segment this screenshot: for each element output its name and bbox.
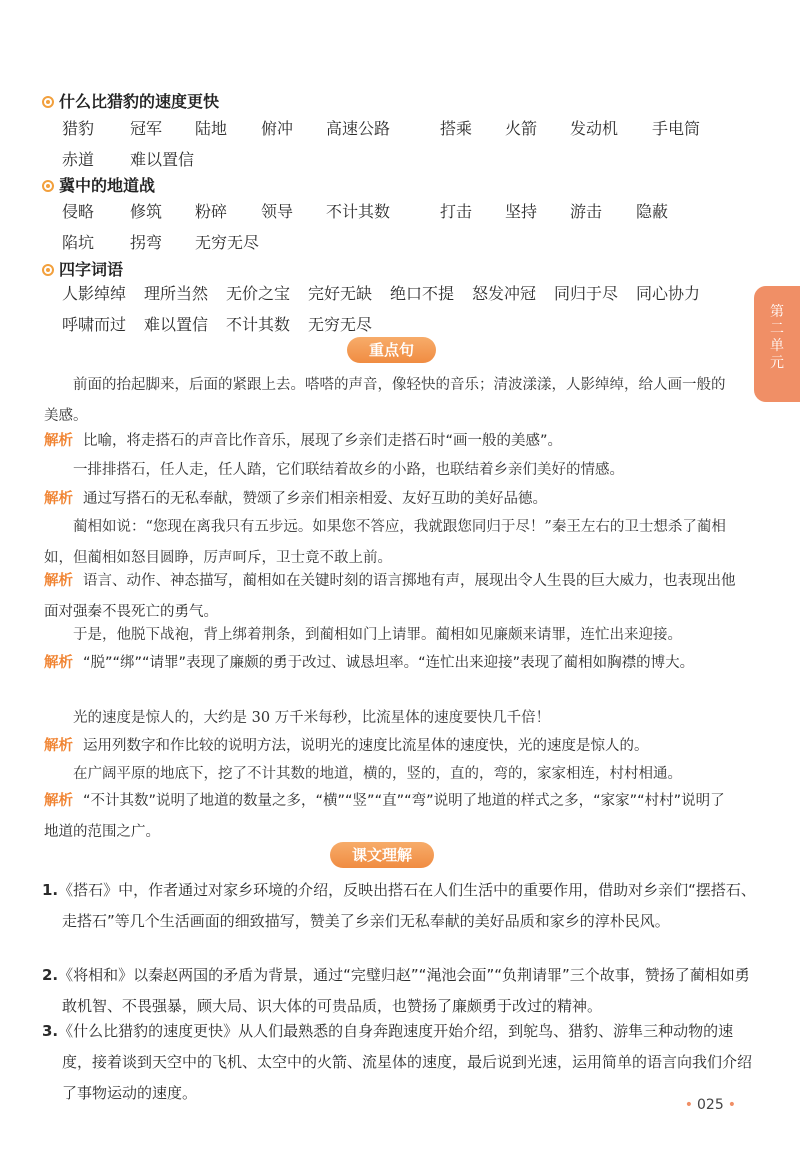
key-sentence: 在广阔平原的地底下，挖了不计其数的地道，横的，竖的，直的，弯的，家家相连，村村相通。 [73,766,682,782]
key-sentences-heading: 重点句 [347,337,436,363]
word: 手电筒 [652,119,701,138]
word: 发动机 [570,119,619,138]
analysis-tag: 解析 [44,433,73,449]
item-number: 2. [42,966,59,984]
key-sentence: 于是，他脱下战袍，背上绑着荆条，到蔺相如门上请罪。蔺相如见廉颇来请罪，连忙出来迎接。 [73,627,682,643]
item-text: 《将相和》以秦赵两国的矛盾为背景，通过“完璧归赵”“渑池会面”“负荆请罪”三个故事，赞扬了蔺相如勇敢机智、不畏强暴，顾大局、识大体的可贵品质，也赞扬了廉颇勇于改过的精神。 [58,966,750,1015]
word: 打击 [440,202,473,221]
analysis-text: 比喻，将走搭石的声音比作音乐，展现了乡亲们走搭石时“画一般的美感”。 [83,433,563,449]
circle-bullet-icon [42,264,54,276]
word: 领导 [261,202,294,221]
word: 火箭 [505,119,538,138]
analysis-block [44,426,736,457]
analysis-text: “不计其数”说明了地道的数量之多，“横”“竖”“直”“弯”说明了地道的样式之多，“家家”“村村”说明了地道的范围之广。 [44,793,725,840]
dot-icon: • [684,1097,693,1113]
word: 猎豹 [62,119,95,138]
key-sentence: 蔺相如说：“您现在离我只有五步远。如果您不答应，我就跟您同归于尽！”秦王左右的卫士想杀了蔺相如，但蔺相如怒目圆睁，厉声呵斥，卫士竟不敢上前。 [44,519,726,566]
analysis-block [44,786,736,848]
analysis-tag: 解析 [44,738,73,754]
key-sentence: 光的速度是惊人的，大约是 30 万千米每秒，比流星体的速度要快几千倍！ [73,710,551,726]
comprehension-heading: 课文理解 [330,842,434,868]
section-title-tunnel-war [42,174,155,198]
item-number: 3. [42,1022,59,1040]
word-list-cheetah [62,116,752,176]
word: 同归于尽 [554,284,619,303]
analysis-tag: 解析 [44,793,73,809]
analysis-text: 语言、动作、神态描写，蔺相如在关键时刻的语言掷地有声，展现出令人生畏的巨大威力，也表现出他面对强秦不畏死亡的勇气。 [44,573,736,620]
word: 高速公路 [326,119,391,138]
word: 冠军 [130,119,163,138]
section-title-text: 冀中的地道战 [59,176,156,195]
word: 陆地 [195,119,228,138]
word: 粉碎 [195,202,228,221]
analysis-text: 通过写搭石的无私奉献，赞颂了乡亲们相亲相爱、友好互助的美好品德。 [83,491,547,507]
word-list-tunnel-war [62,199,752,259]
word: 怒发冲冠 [472,284,537,303]
analysis-tag: 解析 [44,573,73,589]
comprehension-item [42,1016,758,1109]
word: 绝口不提 [390,284,455,303]
section-title-cheetah [42,90,219,114]
section-title-text: 什么比猎豹的速度更快 [59,92,220,111]
word: 坚持 [505,202,538,221]
word: 难以置信 [130,150,195,169]
page-number [681,1097,740,1113]
analysis-text: “脱”“绑”“请罪”表现了廉颇的勇于改过、诚恳坦率。“连忙出来迎接”表现了蔺相如胸襟的博大。 [83,655,695,671]
word: 搭乘 [440,119,473,138]
section-title-idioms [42,258,123,282]
key-sentence: 一排排搭石，任人走，任人踏，它们联结着故乡的小路，也联结着乡亲们美好的情感。 [73,462,624,478]
unit-side-tab [754,286,800,402]
word: 无穷无尽 [308,315,373,334]
word: 同心协力 [636,284,701,303]
comprehension-item [42,960,758,1022]
word: 难以置信 [144,315,209,334]
circle-bullet-icon [42,180,54,192]
word: 陷坑 [62,233,95,252]
word-list-idioms [62,281,752,341]
analysis-text: 运用列数字和作比较的说明方法，说明光的速度比流星体的速度快，光的速度是惊人的。 [83,738,649,754]
analysis-block [44,731,736,762]
analysis-block [44,648,736,679]
word: 俯冲 [261,119,294,138]
word: 隐蔽 [636,202,669,221]
word: 不计其数 [326,202,391,221]
analysis-tag: 解析 [44,655,73,671]
item-text: 《什么比猎豹的速度更快》从人们最熟悉的自身奔跑速度开始介绍，到鸵鸟、猎豹、游隼三种动物的速度，接着谈到天空中的飞机、太空中的火箭、流星体的速度，最后说到光速，运用简单的语言向我们介绍了事物运动的速度。 [58,1022,753,1102]
word: 拐弯 [130,233,163,252]
word: 呼啸而过 [62,315,127,334]
analysis-tag: 解析 [44,491,73,507]
word: 完好无缺 [308,284,373,303]
item-text: 《搭石》中，作者通过对家乡环境的介绍，反映出搭石在人们生活中的重要作用，借助对乡亲们“摆搭石、走搭石”等几个生活画面的细致描写，赞美了乡亲们无私奉献的美好品质和家乡的淳朴民风。 [58,881,756,930]
word: 侵略 [62,202,95,221]
word: 游击 [570,202,603,221]
analysis-block [44,484,736,515]
word: 无价之宝 [226,284,291,303]
word: 修筑 [130,202,163,221]
word: 赤道 [62,150,95,169]
item-number: 1. [42,881,59,899]
word: 无穷无尽 [195,233,260,252]
key-sentence: 前面的抬起脚来，后面的紧跟上去。嗒嗒的声音，像轻快的音乐；清波漾漾，人影绰绰，给人画一般的美感。 [44,377,726,424]
dot-icon: • [727,1097,736,1113]
circle-bullet-icon [42,96,54,108]
analysis-block [44,566,736,628]
page-number-text: 025 [697,1097,724,1113]
word: 理所当然 [144,284,209,303]
word: 人影绰绰 [62,284,127,303]
section-title-text: 四字词语 [59,260,124,279]
word: 不计其数 [226,315,291,334]
comprehension-item [42,875,758,937]
unit-side-tab-label: 第二单元 [770,304,784,371]
